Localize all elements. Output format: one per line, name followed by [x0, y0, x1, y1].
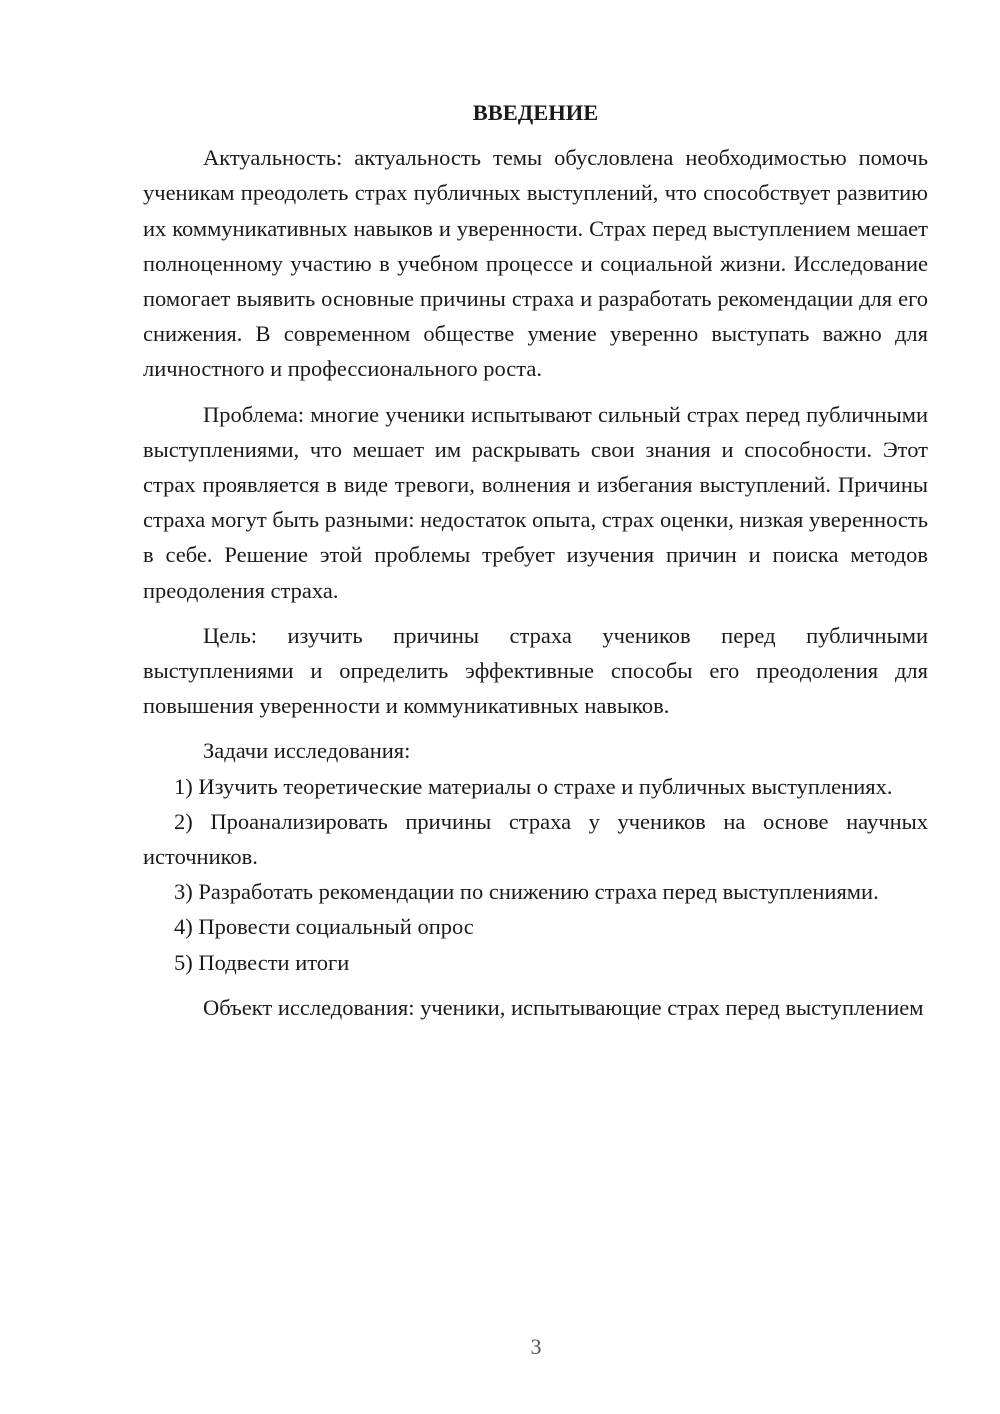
page-number: 3: [530, 1334, 542, 1359]
task-item-2: 2) Проанализировать причины страха у учеников на основе научных источников.: [143, 808, 928, 870]
object-paragraph: Объект исследования: ученики, испытывающие страх перед выступлением: [203, 994, 924, 1020]
task-item-3: 3) Разработать рекомендации по снижению страха перед выступлениями.: [174, 879, 879, 905]
section-title: ВВЕДЕНИЕ: [472, 100, 599, 125]
task-item-5: 5) Подвести итоги: [174, 949, 350, 975]
task-item-4: 4) Провести социальный опрос: [174, 914, 474, 940]
goal-paragraph: Цель: изучить причины страха учеников перед публичными выступлениями и определить эффективные способы его преодоления для повышения уверенности и коммуникативных навыков.: [143, 622, 928, 719]
page-content: [143, 95, 928, 1025]
tasks-heading: Задачи исследования:: [203, 738, 411, 764]
problem-paragraph: Проблема: многие ученики испытывают сильный страх перед публичными выступлениями, что мешает им раскрывать свои знания и способности. Этот страх проявляется в виде тревоги, волнения и избегания выступлений. Причины страха могут быть разными: недостаток опыта, страх оценки, низкая уверенность в себе. Решение этой проблемы требует изучения причин и поиска методов преодоления страха.: [143, 401, 928, 603]
relevance-paragraph: Актуальность: актуальность темы обусловлена необходимостью помочь ученикам преодолеть страх публичных выступлений, что способствует развитию их коммуникативных навыков и уверенности. Страх перед выступлением мешает полноценному участию в учебном процессе и социальной жизни. Исследование помогает выявить основные причины страха и разработать рекомендации для его снижения. В современном обществе умение уверенно выступать важно для личностного и профессионального роста.: [143, 145, 928, 382]
task-item-1: 1) Изучить теоретические материалы о страхе и публичных выступлениях.: [174, 773, 893, 799]
